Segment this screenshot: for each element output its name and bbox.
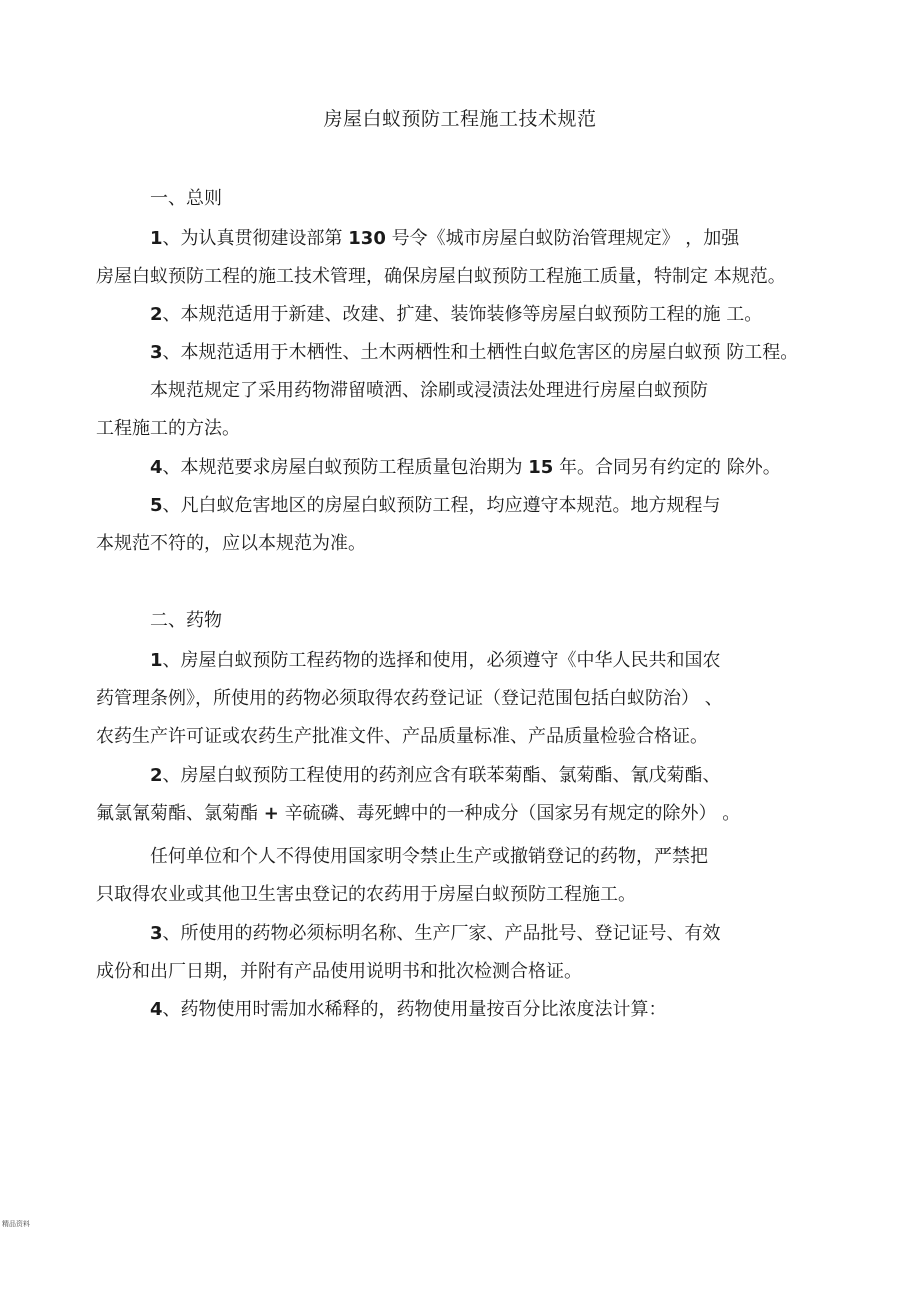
paragraph-line [150, 302, 762, 328]
text: 、为认真贯彻建设部第 [162, 228, 343, 249]
footer-label: 精品资料 [2, 1220, 30, 1228]
plus-sign: + [263, 803, 279, 824]
item-number: 2 [150, 765, 163, 786]
item-number: 5 [150, 495, 163, 516]
paragraph-line: 房屋白蚁预防工程的施工技术管理，确保房屋白蚁预防工程施工质量，特制定 本规范。 [96, 266, 786, 287]
item-number: 1 [150, 650, 163, 671]
paragraph-line [96, 801, 740, 827]
item-number: 1 [150, 228, 163, 249]
text: 、本规范要求房屋白蚁预防工程质量包治期为 [162, 457, 523, 478]
document-title: 房屋白蚁预防工程施工技术规范 [323, 108, 597, 130]
section-heading: 一、总则 [150, 188, 222, 209]
paragraph-line: 成份和出厂日期，并附有产品使用说明书和批次检测合格证。 [96, 961, 582, 982]
text: 、药物使用时需加水稀释的，药物使用量按百分比浓度法计算： [162, 999, 667, 1020]
text: 辛硫磷、毒死蜱中的一种成分（国家另有规定的除外） 。 [284, 803, 741, 824]
paragraph-line [150, 493, 721, 519]
paragraph-line: 任何单位和个人不得使用国家明令禁止生产或撤销登记的药物，严禁把 [150, 846, 708, 867]
paragraph-line [150, 921, 721, 947]
item-number: 3 [150, 342, 163, 363]
text: 、房屋白蚁预防工程药物的选择和使用，必须遵守《中华人民共和国农 [162, 650, 721, 671]
text: 号令《城市房屋白蚁防治管理规定》 ，加强 [391, 228, 740, 249]
text: 、本规范适用于木栖性、土木两栖性和土栖性白蚁危害区的房屋白蚁预 防工程。 [162, 342, 799, 363]
paragraph-line [150, 226, 739, 252]
paragraph-line [150, 648, 721, 674]
paragraph-line: 工程施工的方法。 [96, 418, 240, 439]
paragraph-line [150, 340, 798, 366]
text: 、凡白蚁危害地区的房屋白蚁预防工程，均应遵守本规范。地方规程与 [162, 495, 721, 516]
paragraph-line [150, 763, 721, 789]
paragraph-line: 本规范不符的，应以本规范为准。 [96, 533, 366, 554]
text: 氟氯氰菊酯、氯菊酯 [96, 803, 258, 824]
paragraph-line: 农药生产许可证或农药生产批准文件、产品质量标准、产品质量检验合格证。 [96, 726, 708, 747]
paragraph-line [150, 997, 667, 1023]
text: 、房屋白蚁预防工程使用的药剂应含有联苯菊酯、氯菊酯、氰戊菊酯、 [162, 765, 721, 786]
item-number: 4 [150, 457, 163, 478]
paragraph-line: 药管理条例》，所使用的药物必须取得农药登记证（登记范围包括白蚁防治） 、 [96, 688, 723, 709]
text: 、本规范适用于新建、改建、扩建、装饰装修等房屋白蚁预防工程的施 工。 [162, 304, 763, 325]
section-heading: 二、药物 [150, 610, 222, 631]
text: 、所使用的药物必须标明名称、生产厂家、产品批号、登记证号、有效 [162, 923, 721, 944]
text: 年。合同另有约定的 除外。 [559, 457, 781, 478]
paragraph-line: 只取得农业或其他卫生害虫登记的农药用于房屋白蚁预防工程施工。 [96, 884, 636, 905]
item-number: 4 [150, 999, 163, 1020]
years-number: 15 [528, 457, 554, 478]
order-number: 130 [348, 228, 386, 249]
item-number: 3 [150, 923, 163, 944]
paragraph-line [150, 455, 781, 481]
item-number: 2 [150, 304, 163, 325]
paragraph-line: 本规范规定了采用药物滞留喷洒、涂刷或浸渍法处理进行房屋白蚁预防 [150, 380, 708, 401]
